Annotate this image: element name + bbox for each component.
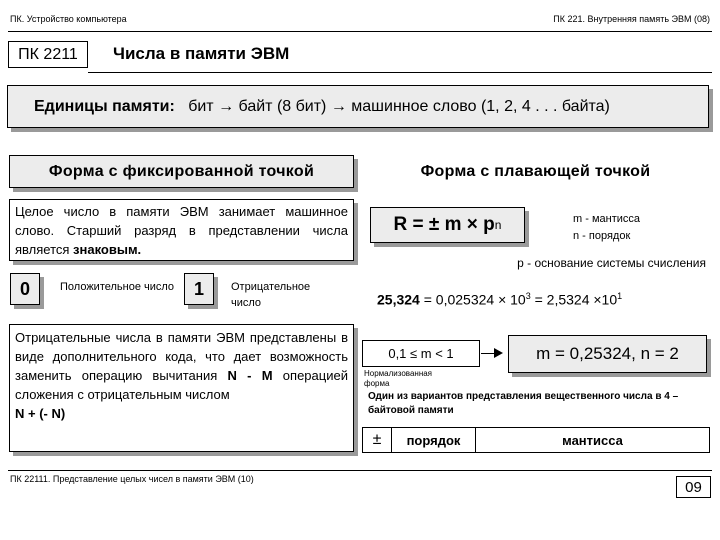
fixed-description-bold: знаковым.	[73, 242, 142, 257]
footer-link[interactable]: ПК 22111. Представление целых чисел в памяти ЭВМ (10)	[10, 474, 254, 484]
unit-word: машинное слово (1, 2, 4 . . . байта)	[351, 98, 610, 115]
base-label: p - основание системы счисления	[517, 256, 706, 270]
formula-text: R = ± m × p	[393, 214, 495, 235]
normalization-range: 0,1 ≤ m < 1	[362, 340, 480, 367]
layout-sign-cell: ±	[363, 428, 392, 452]
formula-box	[370, 207, 525, 243]
page-number: 09	[676, 476, 711, 498]
unit-byte: байт (8 бит)	[238, 98, 327, 115]
arrow-icon: →	[330, 98, 347, 115]
header-left: ПК. Устройство компьютера	[10, 14, 127, 24]
fixed-description	[9, 199, 354, 261]
normalization-label: Нормализованная форма	[364, 369, 433, 388]
sign-bit-one: 1	[184, 273, 214, 305]
mantissa-label: m - мантисса	[573, 213, 640, 225]
order-label: n - порядок	[573, 230, 631, 242]
example-expression	[377, 291, 622, 308]
example-exp-2: 1	[617, 291, 623, 301]
memory-units-banner	[7, 85, 709, 128]
negative-operation: N - M	[227, 368, 273, 383]
arrow-icon: →	[218, 98, 235, 115]
footer-rule	[8, 470, 712, 471]
title-rule	[88, 72, 712, 73]
unit-bit: бит	[188, 98, 214, 115]
page-title: Числа в памяти ЭВМ	[113, 44, 290, 63]
fixed-description-text: Целое число в памяти ЭВМ занимает машинное слово. Старший разряд в представлении числа является	[15, 204, 348, 257]
negative-formula: N + (- N)	[15, 406, 66, 421]
negative-text-2: операцией сложения с отрицательным числом	[15, 368, 348, 402]
example-exp-1: 3	[525, 291, 531, 301]
floating-point-heading: Форма с плавающей точкой	[420, 162, 651, 180]
layout-mantissa-cell: мантисса	[562, 432, 623, 448]
header-rule	[8, 31, 712, 32]
variant-description: Один из вариантов представления вещественного числа в 4 – байтовой памяти	[368, 391, 679, 416]
negative-numbers-box	[9, 324, 354, 452]
code-box: ПК 2211	[8, 41, 88, 68]
layout-order-cell: порядок	[392, 428, 476, 452]
negative-text: Отрицательные числа в памяти ЭВМ представлены в виде дополнительного кода, что дает возможность заменить операцию вычитания	[15, 330, 348, 383]
sign-zero-label: Положительное число	[60, 281, 175, 293]
example-step-2: = 2,5324 ×10	[530, 291, 618, 308]
sign-one-label: Отрицательное число	[231, 281, 311, 309]
example-step-1: = 0,025324 × 10	[419, 291, 526, 308]
normalized-result: m = 0,25324, n = 2	[508, 335, 707, 373]
formula-exponent: n	[494, 218, 502, 232]
example-number: 25,324	[377, 291, 420, 308]
fixed-point-heading: Форма с фиксированной точкой	[9, 155, 354, 188]
arrow-right-icon	[494, 348, 503, 358]
memory-layout	[362, 427, 710, 453]
header-right: ПК 221. Внутренняя память ЭВМ (08)	[553, 14, 710, 24]
units-label: Единицы памяти:	[34, 98, 175, 115]
sign-bit-zero: 0	[10, 273, 40, 305]
